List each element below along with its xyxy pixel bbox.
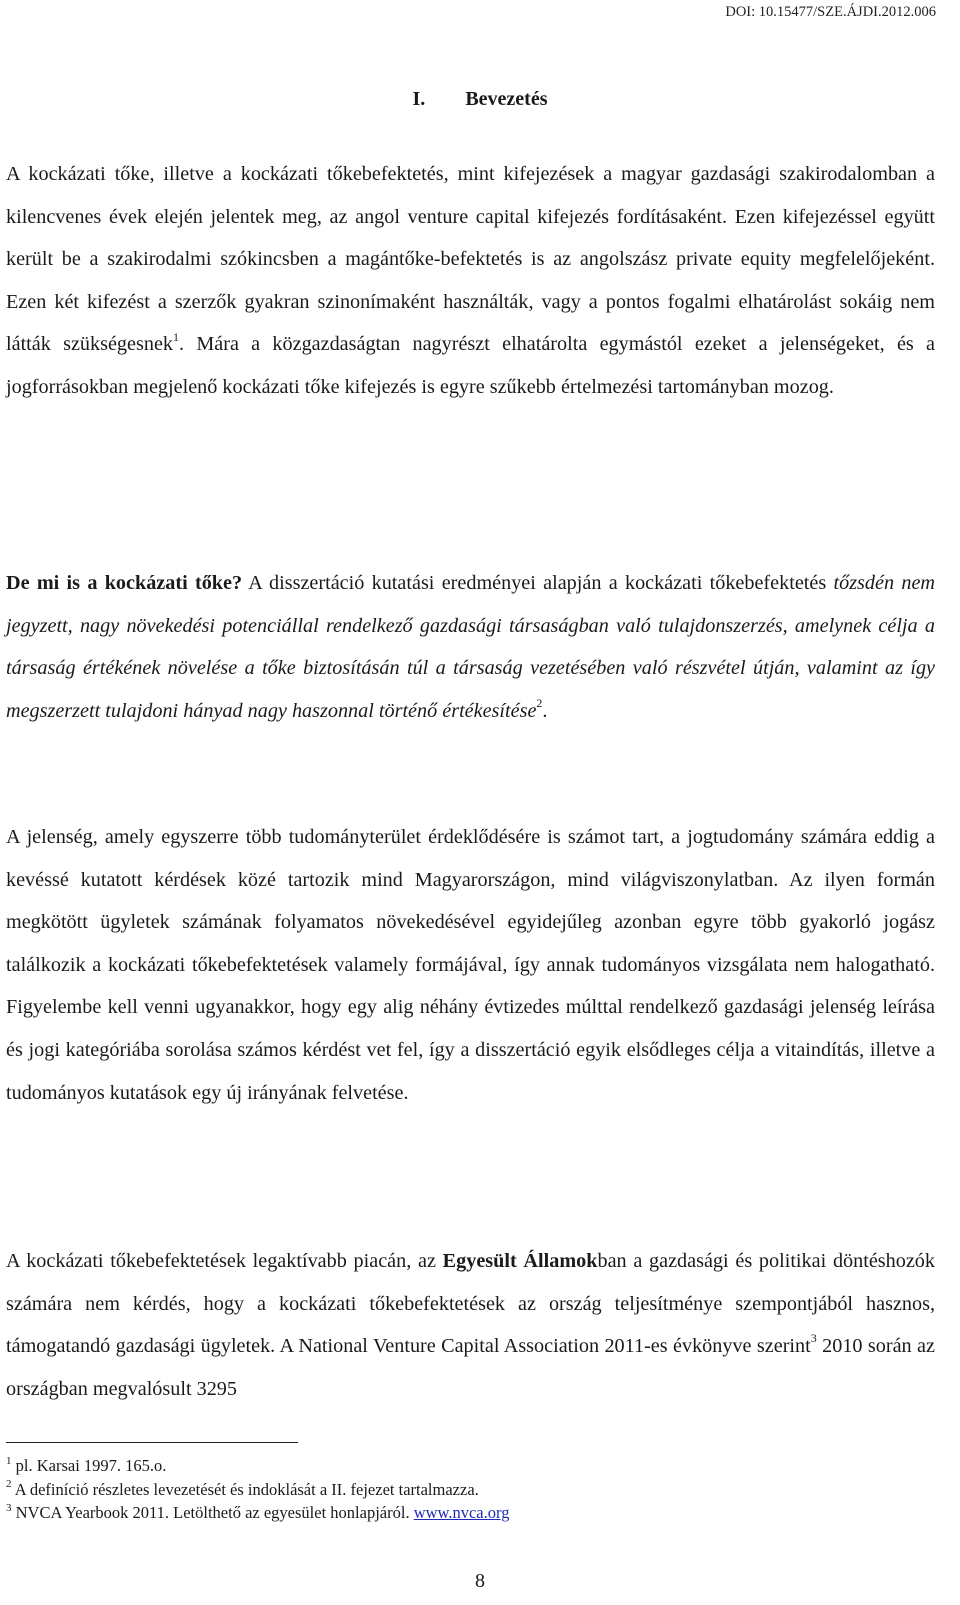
paragraph-text: A kockázati tőke, illetve a kockázati tőkebefektetés, mint kifejezések a magyar gazdasági szakirodalomban a kilencvenes évek elején jelentek meg, az angol venture capital kifejezés fordításaként. Ezen kifejezéssel együtt került be a szakirodalmi szókincsben a magántőke-befektetés is az angolszász private equity megfelelőjeként. Ezen két kifezést a szerzők gyakran szinonímaként használták, vagy a pontos fogalmi elhatárolást sokáig nem látták szükségesnek xyxy=(6,163,935,356)
page-number: 8 xyxy=(475,1570,485,1592)
definition-italic: tőzsdén nem jegyzett, nagy növekedési potenciállal rendelkező gazdasági társaságban való tulajdonszerzés, amelynek célja a társaság értékének növelése a tőke biztosításán túl a társaság vezetésében való részvétel útján, valamint az így megszerzett tulajdoni hányad nagy haszonnal történő értékesítése xyxy=(6,572,935,722)
paragraph-research-context: A jelenség, amely egyszerre több tudományterület érdeklődésére is számot tart, a jogtudomány számára eddig a kevéssé kutatott kérdések közé tartozik mind Magyarországon, mind világviszonylatban. Az ilyen formán megkötött ügyletek számának folyamatos növekedésével egyidejűleg azonban egyre több gyakorló jogász találkozik a kockázati tőkebefektetések valamely formájával, így annak tudományos vizsgálata nem halogatható. Figyelembe kell venni ugyanakkor, hogy egy alig néhány évtizedes múlttal rendelkező gazdasági jelenség leírása és jogi kategóriába sorolása számos kérdést vet fel, így a disszertáció egyik elsődleges célja a vitaindítás, illetve a tudományos kutatások egy új irányának felvetése. xyxy=(6,826,935,1104)
footnote-ref-1[interactable]: 1 xyxy=(173,329,179,344)
footnote-ref-2[interactable]: 2 xyxy=(536,696,543,711)
paragraph-text: 2010 során az országban megvalósult 3295 xyxy=(6,1335,935,1400)
footnote-text: A definíció részletes levezetését és indoklását a II. fejezet tartalmazza. xyxy=(11,1479,479,1499)
footnote-text: pl. Karsai 1997. 165.o. xyxy=(11,1456,167,1475)
footnotes xyxy=(6,1454,935,1525)
chapter-number: I. xyxy=(412,88,426,110)
paragraph-definition xyxy=(6,562,935,732)
paragraph-text: A kockázati tőkebefektetések legaktívabb piacán, az xyxy=(6,1250,443,1272)
footnote-1 xyxy=(6,1454,935,1478)
footnote-number: 3 xyxy=(6,1501,12,1514)
paragraph-text: . xyxy=(542,699,548,722)
footnote-number: 2 xyxy=(6,1478,12,1490)
footnote-2 xyxy=(6,1478,935,1502)
footnote-text: NVCA Yearbook 2011. Letölthető az egyesület honlapjáról. xyxy=(11,1503,414,1522)
footnote-separator xyxy=(6,1442,298,1443)
nvca-link[interactable]: www.nvca.org xyxy=(413,1503,510,1522)
paragraph-text: . Mára a közgazdaságtan nagyrészt elhatárolta egymástól ezeket a jelenségeket, és a jogforrásokban megjelenő kockázati tőke kifejezés is egyre szűkebb értelmezési tartományban mozog. xyxy=(6,333,936,398)
paragraph-us-market xyxy=(6,1240,935,1410)
footnote-number: 1 xyxy=(6,1454,12,1467)
doi-header: DOI: 10.15477/SZE.ÁJDI.2012.006 xyxy=(725,4,936,20)
paragraph-text: A disszertáció kutatási eredményei alapján a kockázati tőkebefektetés xyxy=(242,572,834,594)
definition-question: De mi is a kockázati tőke? xyxy=(6,572,243,594)
footnote-ref-3[interactable]: 3 xyxy=(810,1331,817,1346)
footnote-3 xyxy=(6,1501,935,1525)
chapter-heading xyxy=(0,88,960,111)
chapter-title: Bevezetés xyxy=(465,88,548,110)
paragraph-text: ban a gazdasági és politikai döntéshozók számára nem kérdés, hogy a kockázati tőkebefektetések az ország teljesítménye szempontjából hasznos, támogatandó gazdasági ügyletek. A National Venture Capital Association 2011-es évkönyve szerint xyxy=(6,1250,935,1358)
paragraph-intro xyxy=(6,153,935,409)
bold-country: Egyesült Államok xyxy=(442,1250,598,1272)
